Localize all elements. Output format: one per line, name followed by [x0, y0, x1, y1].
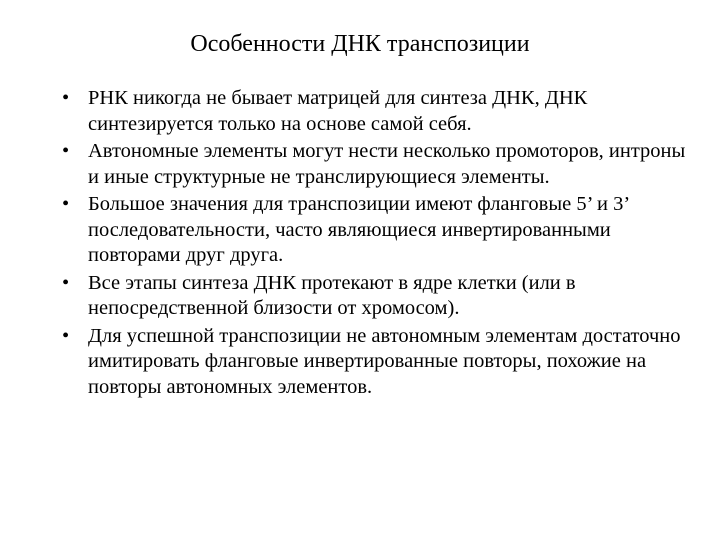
bullet-icon: •	[62, 87, 70, 109]
bullet-icon: •	[62, 193, 70, 215]
bullet-text: Автономные элементы могут нести несколько промоторов, интроны и иные структурные не транслирующиеся элементы.	[88, 140, 686, 188]
bullet-item-3	[62, 192, 692, 269]
bullet-list	[62, 86, 692, 402]
bullet-item-1	[62, 86, 692, 137]
bullet-icon: •	[62, 324, 70, 347]
bullet-item-4	[62, 271, 692, 322]
bullet-item-2	[62, 139, 692, 190]
slide-title: Особенности ДНК транспозиции	[190, 31, 530, 57]
bullet-text: Все этапы синтеза ДНК протекают в ядре клетки (или в непосредственной близости от хромосом).	[88, 271, 576, 319]
bullet-text: РНК никогда не бывает матрицей для синтеза ДНК, ДНК синтезируется только на основе самой себя.	[88, 87, 588, 135]
bullet-text: Большое значения для транспозиции имеют фланговые 5’ и 3’ последовательности, часто являющиеся инвертированными повторами друг друга.	[88, 193, 629, 266]
bullet-text: Для успешной транспозиции не автономным элементам достаточно имитировать фланговые инвертированные повторы, похожие на повторы автономных элементов.	[88, 324, 681, 398]
bullet-icon: •	[62, 271, 70, 294]
bullet-item-5	[62, 324, 692, 401]
bullet-icon: •	[62, 140, 70, 162]
